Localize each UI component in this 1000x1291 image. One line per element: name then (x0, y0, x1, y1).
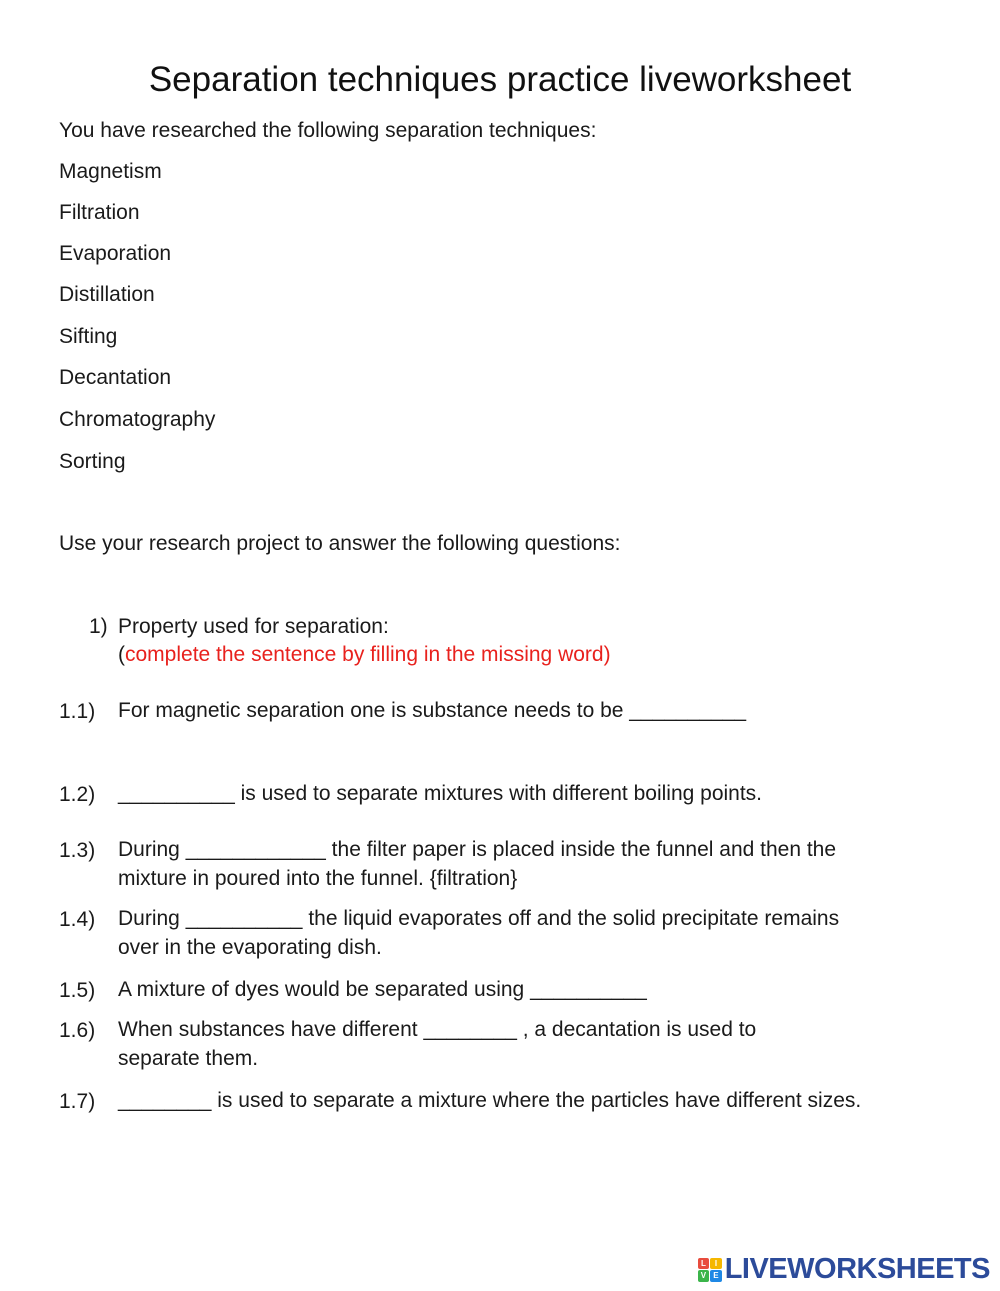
liveworksheets-wordmark: LIVEWORKSHEETS (724, 1253, 990, 1285)
logo-letter: L (698, 1258, 710, 1270)
item-number: 1.4) (59, 908, 96, 931)
item-line: __________ is used to separate mixtures with different boiling points. (118, 782, 763, 805)
instruction-text: Use your research project to answer the following questions: (59, 532, 621, 555)
item-line: ________ is used to separate a mixture where the particles have different sizes. (118, 1089, 862, 1112)
question-hint (118, 643, 611, 667)
item-number: 1.3) (59, 839, 96, 862)
question-item (118, 904, 839, 962)
item-line: A mixture of dyes would be separated using __________ (118, 978, 647, 1001)
question-item (118, 835, 836, 893)
question-item (118, 975, 647, 1004)
logo-letter: V (698, 1270, 710, 1282)
hint-text: complete the sentence by filling in the missing word) (125, 643, 611, 666)
question-item (118, 1015, 756, 1073)
item-number: 1.7) (59, 1090, 96, 1113)
question-item (118, 1086, 861, 1115)
technique-item: Chromatography (59, 408, 216, 431)
question-item (118, 696, 746, 725)
logo-letter: E (710, 1270, 722, 1282)
item-line: When substances have different ________ , a decantation is used to (118, 1018, 757, 1041)
intro-text: You have researched the following separation techniques: (59, 119, 597, 142)
technique-item: Sifting (59, 325, 118, 348)
question-item (118, 779, 762, 808)
question-label: Property used for separation: (118, 615, 389, 638)
liveworksheets-logo[interactable] (698, 1253, 990, 1286)
item-number: 1.2) (59, 783, 96, 806)
item-number: 1.5) (59, 979, 96, 1002)
item-line: For magnetic separation one is substance needs to be __________ (118, 699, 747, 722)
technique-item: Evaporation (59, 242, 172, 265)
technique-item: Filtration (59, 201, 140, 224)
item-number: 1.6) (59, 1019, 96, 1042)
paren-open: ( (118, 643, 125, 666)
liveworksheets-icon (698, 1258, 722, 1282)
question-number: 1) (89, 615, 108, 638)
technique-item: Distillation (59, 283, 155, 306)
technique-item: Magnetism (59, 160, 162, 183)
logo-letter: I (710, 1258, 722, 1270)
technique-item: Decantation (59, 366, 172, 389)
page-title: Separation techniques practice liveworksheet (148, 60, 852, 99)
item-line: separate them. (118, 1047, 259, 1070)
item-line: During __________ the liquid evaporates off and the solid precipitate remains (118, 907, 840, 930)
item-number: 1.1) (59, 700, 96, 723)
item-line: over in the evaporating dish. (118, 936, 382, 959)
item-line: mixture in poured into the funnel. {filtration} (118, 867, 518, 890)
item-line: During ____________ the filter paper is placed inside the funnel and then the (118, 838, 837, 861)
technique-item: Sorting (59, 450, 126, 473)
